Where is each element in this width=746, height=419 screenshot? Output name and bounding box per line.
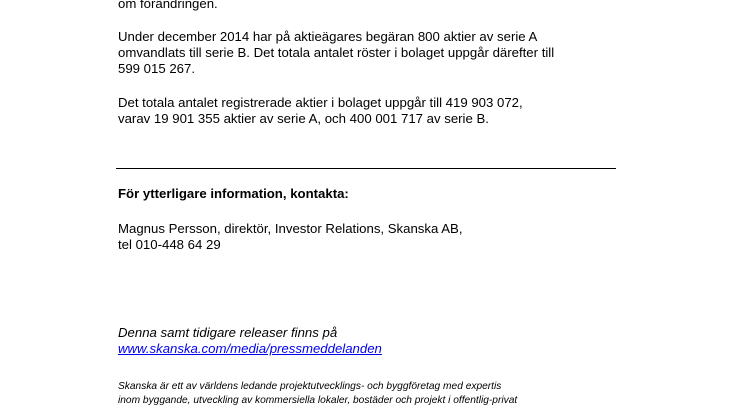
conversion-line-1: Under december 2014 har på aktieägares begäran 800 aktier av serie A	[118, 29, 538, 44]
about-line-2: inom byggande, utveckling av kommersiella lokaler, bostäder och projekt i offentlig-privat	[118, 395, 518, 406]
contact-heading: För ytterligare information, kontakta:	[118, 186, 349, 201]
total-shares-line-2: varav 19 901 355 aktier av serie A, och 400 001 717 av serie B.	[118, 111, 489, 126]
about-line-1: Skanska är ett av världens ledande projektutvecklings- och byggföretag med expertis	[118, 381, 502, 392]
releases-text: Denna samt tidigare releaser finns på	[118, 325, 338, 340]
press-releases-link[interactable]: www.skanska.com/media/pressmeddelanden	[118, 341, 382, 356]
top-fragment-line: om förändringen.	[118, 0, 218, 11]
conversion-line-2: omvandlats till serie B. Det totala antalet röster i bolaget uppgår därefter till	[118, 45, 555, 60]
conversion-line-3: 599 015 267.	[118, 61, 196, 76]
contact-line-2: tel 010-448 64 29	[118, 237, 221, 252]
total-shares-line-1: Det totala antalet registrerade aktier i bolaget uppgår till 419 903 072,	[118, 95, 523, 110]
horizontal-divider	[116, 168, 616, 169]
releases-link-line	[118, 341, 382, 357]
contact-line-1: Magnus Persson, direktör, Investor Relations, Skanska AB,	[118, 221, 463, 236]
